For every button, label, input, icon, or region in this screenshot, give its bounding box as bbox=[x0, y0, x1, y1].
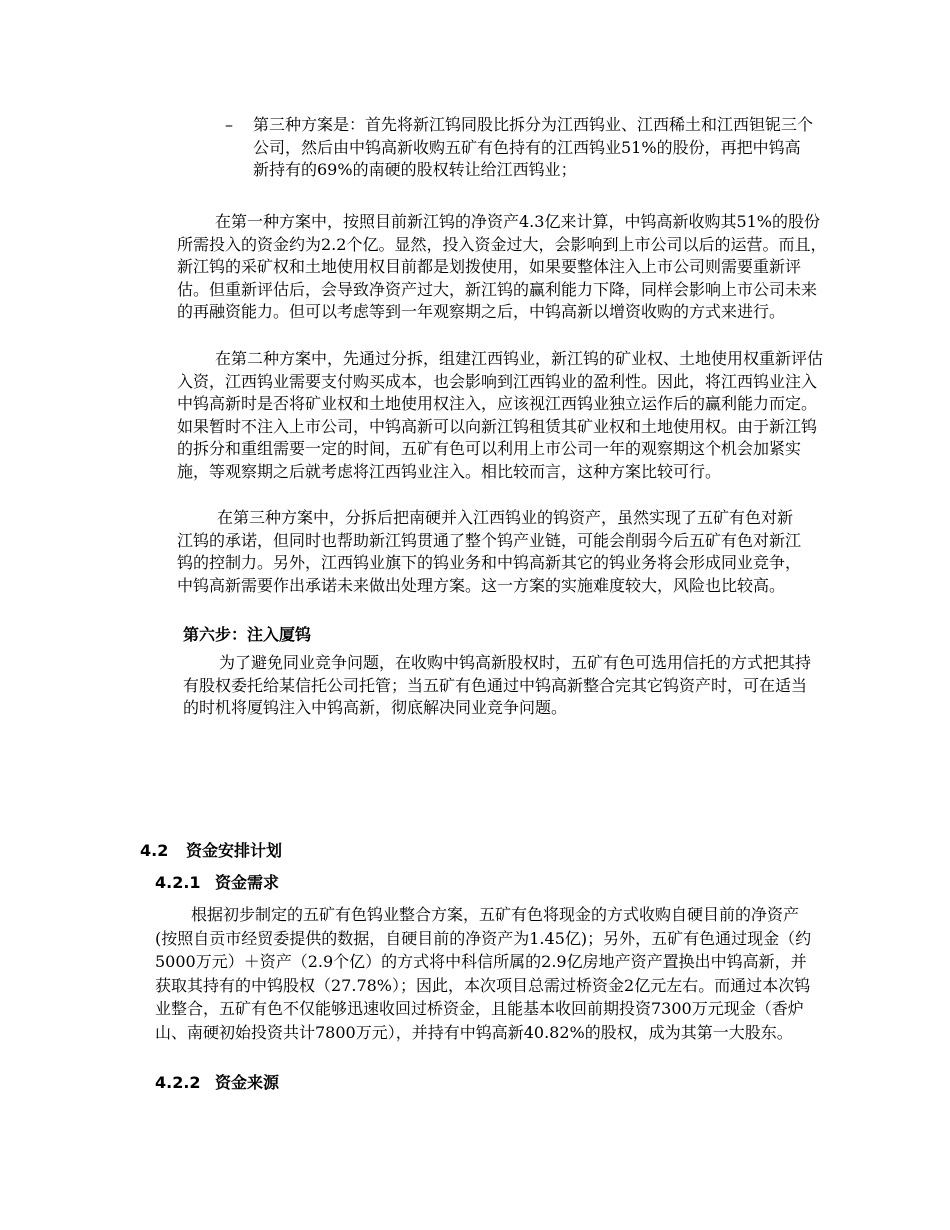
step-six-heading: 第六步：注入厦钨 bbox=[183, 625, 312, 644]
subsection-number: 4.2.1 bbox=[155, 873, 201, 892]
subsection-title: 资金需求 bbox=[215, 873, 280, 892]
section-number: 4.2 bbox=[140, 841, 169, 860]
paragraph-funding-needs: 根据初步制定的五矿有色钨业整合方案，五矿有色将现金的方式收购自硬目前的净资产(按照自贡市经贸委提供的数据，自硬目前的净资产为1.45亿)；另外，五矿有色通过现金（约5000万元）＋资产（2.9个亿）的方式将中科信所属的2.9亿房地产资产置换出中钨高新，并获取其持有的中钨股权（27.78%）；因此，本次项目总需过桥资金2亿元左右。而通过本次钨业整合，五矿有色不仅能够迅速收回过桥资金，且能基本收回前期投资7300万元现金（香炉山、南硬初始投资共计7800万元），并持有中钨高新40.82%的股权，成为其第一大股东。 bbox=[155, 905, 812, 1042]
bullet-marker: – bbox=[225, 115, 233, 134]
subsection-number: 4.2.2 bbox=[155, 1073, 201, 1092]
subsection-title: 资金来源 bbox=[215, 1073, 280, 1092]
section-title: 资金安排计划 bbox=[186, 841, 283, 860]
paragraph-plan-two-analysis: 在第二种方案中，先通过分拆，组建江西钨业，新江钨的矿业权、土地使用权重新评估入资，江西钨业需要支付购买成本，也会影响到江西钨业的盈利性。因此，将江西钨业注入中钨高新时是否将矿业权和土地使用权注入，应该视江西钨业独立运作后的赢利能力而定。如果暂时不注入上市公司，中钨高新可以向新江钨租赁其矿业权和土地使用权。由于新江钨的拆分和重组需要一定的时间，五矿有色可以利用上市公司一年的观察期这个机会加紧实施，等观察期之后就考虑将江西钨业注入。相比较而言，这种方案比较可行。 bbox=[177, 349, 824, 481]
subsection-heading-4-2-1 bbox=[155, 870, 279, 893]
paragraph-plan-one-analysis: 在第一种方案中，按照目前新江钨的净资产4.3亿来计算，中钨高新收购其51%的股份所需投入的资金约为2.2个亿。显然，投入资金过大，会影响到上市公司以后的运营。而且，新江钨的采矿权和土地使用权目前都是划拨使用，如果要整体注入上市公司则需要重新评估。但重新评估后，会导致净资产过大，新江钨的赢利能力下降，同样会影响上市公司未来的再融资能力。但可以考虑等到一年观察期之后，中钨高新以增资收购的方式来进行。 bbox=[177, 212, 827, 321]
paragraph-step-six: 为了避免同业竞争问题，在收购中钨高新股权时，五矿有色可选用信托的方式把其持有股权委托给某信托公司托管；当五矿有色通过中钨高新整合完其它钨资产时，可在适当的时机将厦钨注入中钨高新，彻底解决同业竞争问题。 bbox=[183, 653, 812, 717]
paragraph-plan-three-analysis: 在第三种方案中，分拆后把南硬并入江西钨业的钨资产，虽然实现了五矿有色对新江钨的承诺，但同时也帮助新江钨贯通了整个钨产业链，可能会削弱今后五矿有色对新江钨的控制力。另外，江西钨业旗下的钨业务和中钨高新其它的钨业务将会形成同业竞争，中钨高新需要作出承诺未来做出处理方案。这一方案的实施难度较大，风险也比较高。 bbox=[177, 508, 802, 595]
section-heading-4-2 bbox=[140, 838, 282, 861]
subsection-heading-4-2-2 bbox=[155, 1070, 279, 1093]
bullet-text: 第三种方案是：首先将新江钨同股比拆分为江西钨业、江西稀土和江西钽铌三个公司，然后由中钨高新收购五矿有色持有的江西钨业51%的股份，再把中钨高新持有的69%的南硬的股权转让给江西钨业； bbox=[253, 115, 814, 179]
